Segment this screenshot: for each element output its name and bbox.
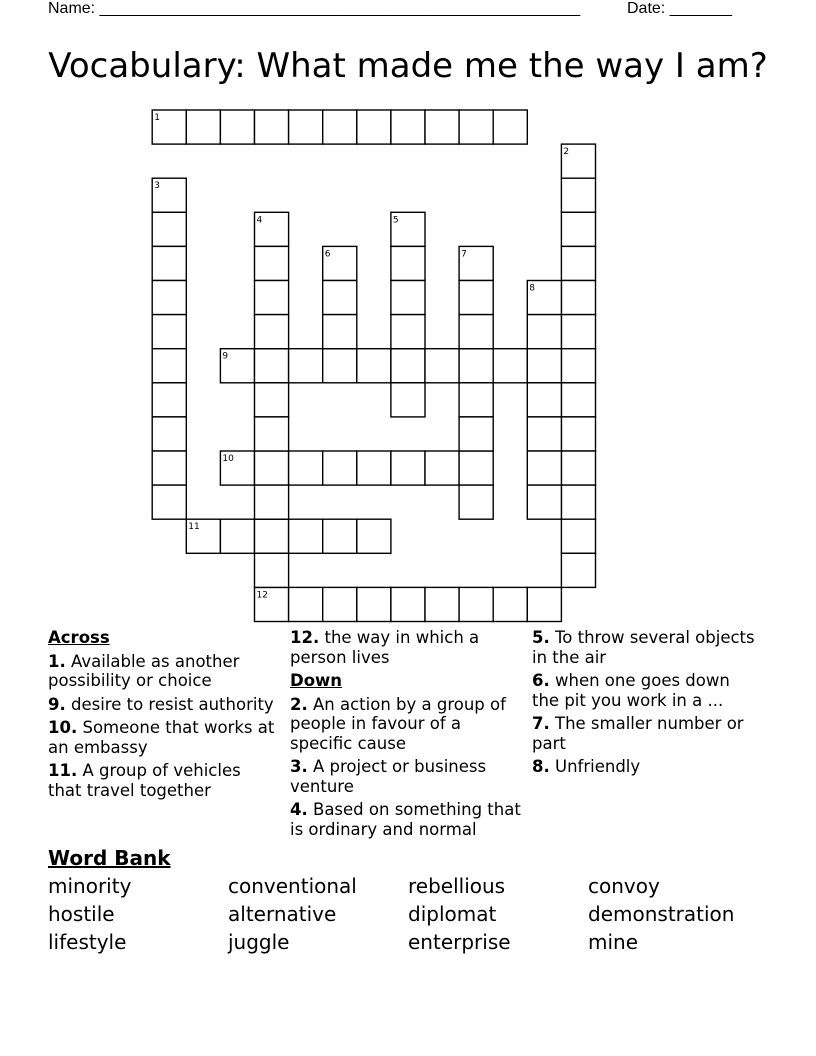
cell-number: 11 bbox=[188, 522, 200, 533]
clue-text: desire to resist authority bbox=[65, 694, 274, 714]
clue-text: The smaller number or part bbox=[532, 714, 744, 753]
clue-number: 11. bbox=[48, 761, 78, 780]
cell-number: 1 bbox=[154, 113, 160, 123]
crossword-cell[interactable] bbox=[323, 587, 357, 621]
crossword-cell[interactable] bbox=[152, 383, 186, 417]
crossword-cell[interactable] bbox=[152, 417, 186, 451]
crossword-cell[interactable] bbox=[255, 315, 289, 349]
crossword-cell[interactable] bbox=[255, 519, 289, 553]
crossword-cell[interactable] bbox=[391, 587, 425, 621]
crossword-cell[interactable] bbox=[493, 587, 527, 621]
clue-number: 3. bbox=[290, 757, 308, 776]
crossword-cell[interactable] bbox=[561, 485, 595, 519]
crossword-cell[interactable] bbox=[391, 349, 425, 383]
crossword-cell[interactable] bbox=[425, 349, 459, 383]
crossword-cell[interactable] bbox=[323, 281, 357, 315]
crossword-cell[interactable] bbox=[459, 383, 493, 417]
cell-number: 2 bbox=[563, 147, 570, 158]
word-bank-word: alternative bbox=[228, 902, 337, 926]
clue-3 bbox=[290, 757, 526, 796]
crossword-cell[interactable] bbox=[561, 451, 595, 485]
crossword-cell[interactable] bbox=[357, 349, 391, 383]
crossword-cell[interactable] bbox=[459, 110, 493, 144]
crossword-cell[interactable] bbox=[255, 349, 289, 383]
cell-number: 9 bbox=[222, 351, 229, 362]
crossword-cell[interactable] bbox=[255, 417, 289, 451]
crossword-cell[interactable] bbox=[255, 485, 289, 519]
crossword-cell[interactable] bbox=[255, 383, 289, 417]
crossword-cell[interactable] bbox=[425, 110, 459, 144]
crossword-cell[interactable] bbox=[255, 246, 289, 280]
clue-6 bbox=[532, 671, 762, 710]
crossword-cell[interactable] bbox=[527, 383, 561, 417]
crossword-cell[interactable] bbox=[459, 587, 493, 621]
crossword-cell[interactable] bbox=[493, 110, 527, 144]
cell-number: 4 bbox=[256, 215, 263, 226]
crossword-cell[interactable] bbox=[527, 315, 561, 349]
crossword-cell[interactable] bbox=[527, 417, 561, 451]
clue-4 bbox=[290, 800, 526, 839]
crossword-cell[interactable] bbox=[459, 451, 493, 485]
crossword-cell[interactable] bbox=[289, 451, 323, 485]
crossword-cell[interactable] bbox=[391, 110, 425, 144]
cell-number: 12 bbox=[256, 590, 268, 601]
clue-number: 5. bbox=[532, 628, 550, 647]
clue-9 bbox=[48, 695, 278, 715]
clues-column-3 bbox=[532, 628, 762, 781]
across-heading: Across bbox=[48, 628, 110, 647]
crossword-cell[interactable] bbox=[425, 451, 459, 485]
crossword-cell[interactable] bbox=[561, 417, 595, 451]
clue-text: To throw several objects in the air bbox=[532, 628, 755, 667]
word-bank-word: rebellious bbox=[408, 874, 506, 898]
clue-text: the way in which a person lives bbox=[290, 628, 480, 667]
clues-column-2 bbox=[290, 628, 526, 843]
clue-number: 6. bbox=[532, 671, 550, 690]
crossword-cell[interactable] bbox=[561, 315, 595, 349]
crossword-cell[interactable] bbox=[391, 315, 425, 349]
crossword-cell[interactable] bbox=[152, 281, 186, 315]
clue-text: An action by a group of people in favour of a specific cause bbox=[290, 694, 506, 753]
crossword-cell[interactable] bbox=[561, 519, 595, 553]
clue-number: 7. bbox=[532, 714, 550, 733]
word-bank-word: minority bbox=[48, 874, 132, 898]
crossword-cell[interactable] bbox=[289, 587, 323, 621]
clue-text: A group of vehicles that travel together bbox=[48, 761, 241, 800]
word-bank-word: conventional bbox=[228, 874, 357, 898]
crossword-cell[interactable] bbox=[323, 110, 357, 144]
crossword-cell[interactable] bbox=[289, 110, 323, 144]
clue-number: 4. bbox=[290, 800, 308, 819]
crossword-cell[interactable] bbox=[391, 383, 425, 417]
clue-10 bbox=[48, 718, 278, 757]
clue-text: Unfriendly bbox=[549, 757, 641, 776]
crossword-cell[interactable] bbox=[186, 110, 220, 144]
crossword-cell[interactable] bbox=[323, 451, 357, 485]
clue-number: 1. bbox=[48, 651, 66, 671]
word-bank bbox=[48, 874, 768, 958]
crossword-cell[interactable] bbox=[561, 553, 595, 587]
crossword-cell[interactable] bbox=[459, 485, 493, 519]
clue-number: 12. bbox=[290, 628, 320, 647]
word-bank-word: enterprise bbox=[408, 930, 511, 954]
word-bank-word: convoy bbox=[588, 874, 660, 898]
crossword-cell[interactable] bbox=[527, 349, 561, 383]
crossword-cell[interactable] bbox=[220, 519, 254, 553]
crossword-cell[interactable] bbox=[459, 315, 493, 349]
cell-number: 8 bbox=[529, 283, 536, 294]
crossword-cell[interactable] bbox=[152, 451, 186, 485]
crossword-cell[interactable] bbox=[323, 349, 357, 383]
crossword-cell[interactable] bbox=[255, 110, 289, 144]
word-bank-word: lifestyle bbox=[48, 930, 127, 954]
crossword-cell[interactable] bbox=[459, 281, 493, 315]
clues-column-1 bbox=[48, 628, 278, 804]
crossword-cell[interactable] bbox=[561, 281, 595, 315]
date-field-line[interactable]: Date: _______ bbox=[627, 0, 732, 17]
crossword-cell[interactable] bbox=[323, 519, 357, 553]
crossword-cell[interactable] bbox=[561, 246, 595, 280]
crossword-cell[interactable] bbox=[391, 246, 425, 280]
word-bank-word: juggle bbox=[228, 930, 290, 954]
cell-number: 7 bbox=[461, 249, 467, 260]
clue-number: 2. bbox=[290, 694, 308, 714]
clue-text: A project or business venture bbox=[290, 757, 487, 796]
crossword-cell[interactable] bbox=[323, 315, 357, 349]
cell-number: 10 bbox=[222, 454, 234, 464]
crossword-cell[interactable] bbox=[493, 349, 527, 383]
clue-number: 9. bbox=[48, 694, 66, 714]
clue-12 bbox=[290, 628, 526, 667]
crossword-cell[interactable] bbox=[357, 519, 391, 553]
clue-2 bbox=[290, 695, 526, 754]
crossword-cell[interactable] bbox=[391, 451, 425, 485]
crossword-cell[interactable] bbox=[289, 349, 323, 383]
clue-text: Available as another possibility or choice bbox=[48, 651, 240, 690]
crossword-cell[interactable] bbox=[527, 587, 561, 621]
crossword-cell[interactable] bbox=[391, 281, 425, 315]
clue-1 bbox=[48, 652, 278, 691]
cell-number: 6 bbox=[324, 249, 331, 260]
cell-number: 3 bbox=[154, 181, 160, 192]
word-bank-word: diplomat bbox=[408, 902, 497, 926]
clue-text: when one goes down the pit you work in a ... bbox=[532, 671, 730, 710]
crossword-cell[interactable] bbox=[561, 383, 595, 417]
crossword-cell[interactable] bbox=[357, 110, 391, 144]
crossword-cell[interactable] bbox=[152, 485, 186, 519]
name-field-line[interactable]: Name: ______________________________________________________ bbox=[48, 0, 581, 17]
crossword-cell[interactable] bbox=[152, 246, 186, 280]
crossword-cell[interactable] bbox=[561, 178, 595, 212]
clue-number: 10. bbox=[48, 718, 78, 737]
clue-number: 8. bbox=[532, 757, 550, 776]
crossword-cell[interactable] bbox=[459, 349, 493, 383]
clue-text: Based on something that is ordinary and normal bbox=[290, 800, 521, 839]
crossword-cell[interactable] bbox=[255, 281, 289, 315]
crossword-cell[interactable] bbox=[561, 349, 595, 383]
clue-11 bbox=[48, 761, 278, 800]
clue-7 bbox=[532, 714, 762, 753]
crossword-cell[interactable] bbox=[289, 519, 323, 553]
crossword-cell[interactable] bbox=[152, 315, 186, 349]
clue-8 bbox=[532, 757, 762, 777]
word-bank-title: Word Bank bbox=[48, 846, 171, 870]
crossword-cell[interactable] bbox=[357, 587, 391, 621]
crossword-cell[interactable] bbox=[357, 451, 391, 485]
page-title: Vocabulary: What made me the way I am? bbox=[48, 46, 768, 86]
word-bank-word: hostile bbox=[48, 902, 115, 926]
crossword-cell[interactable] bbox=[152, 212, 186, 246]
crossword-cell[interactable] bbox=[220, 110, 254, 144]
crossword-cell[interactable] bbox=[527, 485, 561, 519]
crossword-cell[interactable] bbox=[255, 553, 289, 587]
clue-5 bbox=[532, 628, 762, 667]
clue-text: Someone that works at an embassy bbox=[48, 718, 275, 757]
crossword-cell[interactable] bbox=[561, 212, 595, 246]
down-heading: Down bbox=[290, 671, 343, 690]
crossword-cell[interactable] bbox=[459, 417, 493, 451]
word-bank-word: demonstration bbox=[588, 902, 735, 926]
crossword-cell[interactable] bbox=[425, 587, 459, 621]
crossword-cell[interactable] bbox=[152, 349, 186, 383]
word-bank-word: mine bbox=[588, 930, 639, 954]
cell-number: 5 bbox=[392, 215, 399, 226]
crossword-cell[interactable] bbox=[527, 451, 561, 485]
crossword-cell[interactable] bbox=[255, 451, 289, 485]
